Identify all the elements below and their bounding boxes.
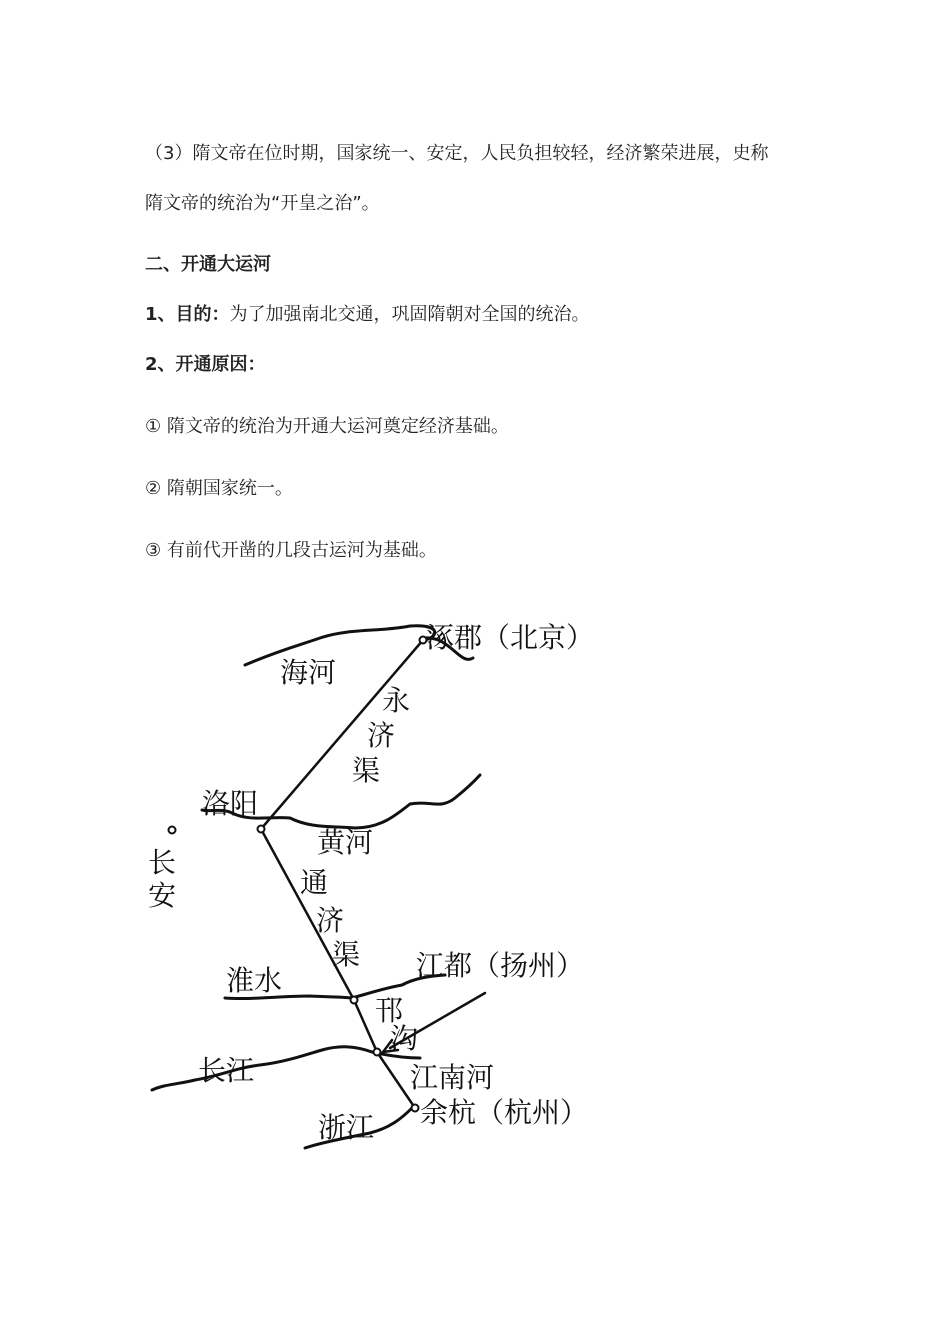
reasons-label: 2、开通原因： <box>145 354 266 375</box>
grand-canal-map <box>140 600 640 1160</box>
yuhang-dot <box>412 1105 419 1112</box>
label-changjiang: 长江 <box>198 1054 255 1087</box>
purpose-line <box>145 300 590 326</box>
reason-3: ③ 有前代开凿的几段古运河为基础。 <box>145 540 437 561</box>
paragraph-3-line-1: （3）隋文帝在位时期，国家统一、安定，人民负担较轻，经济繁荣进展，史称 <box>145 143 769 164</box>
purpose-text: 为了加强南北交通，巩固隋朝对全国的统治。 <box>229 304 590 325</box>
purpose-label: 1、目的： <box>145 304 230 325</box>
label-hangou-2: 沟 <box>390 1022 419 1055</box>
label-tongjiqu-3: 渠 <box>332 938 361 971</box>
jiangdu-dot <box>351 997 358 1004</box>
label-zhuojun: 涿郡（北京） <box>426 621 595 654</box>
label-changan-1: 长 <box>148 846 177 879</box>
label-yongjiqu-2: 济 <box>367 719 396 752</box>
label-yongjiqu-1: 永 <box>382 684 411 717</box>
label-yuhang: 余杭（杭州） <box>420 1096 589 1129</box>
luoyang-dot <box>258 826 265 833</box>
label-jiangdu: 江都（扬州） <box>416 949 585 982</box>
label-huanghe: 黄河 <box>317 826 374 859</box>
paragraph-3-line-2: 隋文帝的统治为“开皇之治”。 <box>145 193 380 214</box>
label-tongjiqu-1: 通 <box>300 866 329 899</box>
label-hangou-1: 邗 <box>375 994 404 1027</box>
label-haihe: 海河 <box>280 656 337 689</box>
label-tongjiqu-2: 济 <box>316 904 345 937</box>
label-luoyang: 洛阳 <box>202 787 259 820</box>
hangou-canal-line <box>354 1000 377 1052</box>
label-changan-2: 安 <box>148 879 177 912</box>
label-jiangnanhe: 江南河 <box>410 1061 495 1094</box>
reason-2: ② 隋朝国家统一。 <box>145 478 293 499</box>
label-huaishui: 淮水 <box>226 964 283 997</box>
reason-1: ① 隋文帝的统治为开通大运河奠定经济基础。 <box>145 416 509 437</box>
section-title: 二、开通大运河 <box>145 254 271 275</box>
label-zhejiang: 浙江 <box>318 1111 375 1144</box>
label-yongjiqu-3: 渠 <box>352 754 381 787</box>
changan-dot <box>169 827 176 834</box>
hangou-south-dot <box>374 1049 381 1056</box>
